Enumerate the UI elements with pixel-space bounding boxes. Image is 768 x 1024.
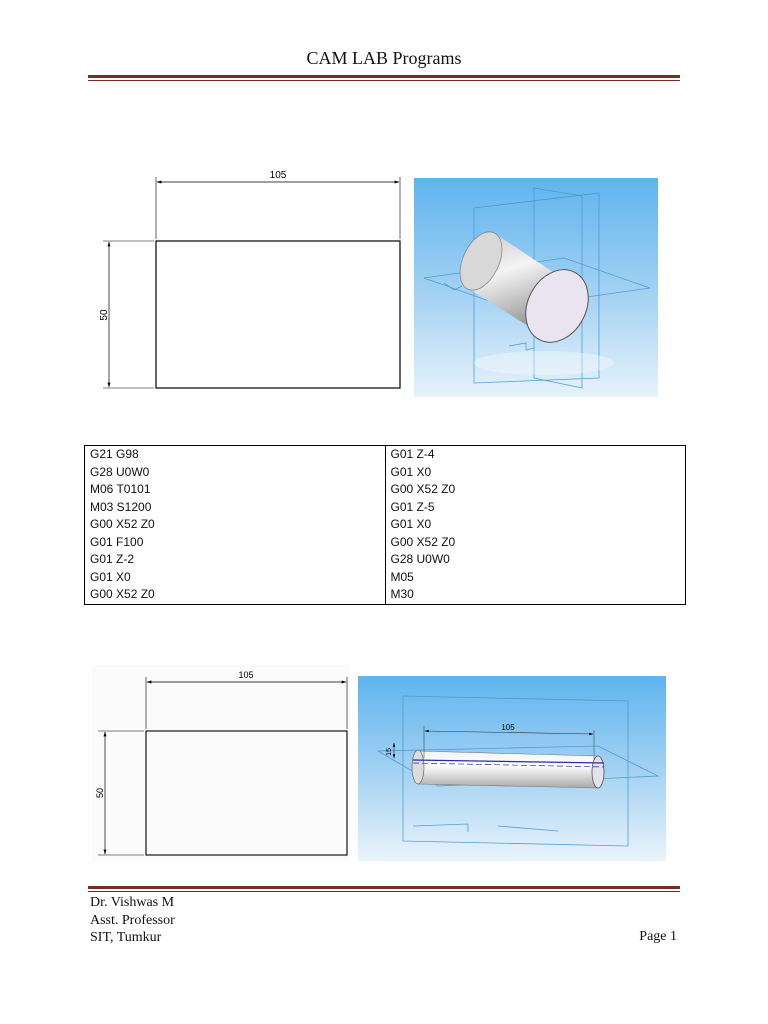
code-line: G01 Z-5 xyxy=(390,499,435,514)
author-designation: Asst. Professor xyxy=(90,912,175,928)
author-institute: SIT, Tumkur xyxy=(90,930,162,945)
code-line: G01 X0 xyxy=(390,517,432,531)
dim-length-label-1: 105 xyxy=(269,170,287,181)
code-line: G00 X52 Z0 xyxy=(90,587,155,601)
program-column-left xyxy=(85,446,386,605)
code-line: G01 Z-2 xyxy=(90,552,135,566)
stock-drawing-1 xyxy=(95,165,405,395)
footer-author-block xyxy=(90,894,175,947)
stock-drawing-2 xyxy=(90,665,352,862)
dim-diameter-label-1: 50 xyxy=(99,309,110,321)
solid-model-render-1 xyxy=(414,178,658,397)
stock-outline-1 xyxy=(156,241,400,388)
header-rule xyxy=(88,75,680,81)
program-column-right xyxy=(385,446,686,605)
code-line: M30 xyxy=(390,587,414,601)
page-header-title: CAM LAB Programs xyxy=(306,48,462,68)
dim-length-label-2: 105 xyxy=(238,670,254,680)
author-name: Dr. Vishwas M xyxy=(90,895,175,910)
solid-model-render-2 xyxy=(358,676,666,861)
footer-rule xyxy=(88,886,680,892)
dim-diameter-label-2: 50 xyxy=(95,787,105,799)
page-number: Page 1 xyxy=(639,929,677,944)
code-line: M06 T0101 xyxy=(90,482,151,496)
code-line: G00 X52 Z0 xyxy=(390,534,456,549)
code-line: M03 S1200 xyxy=(90,499,152,514)
code-line: M05 xyxy=(390,569,414,584)
dim-inner-length-label: 105 xyxy=(501,723,515,732)
cnc-program-table xyxy=(84,445,686,605)
code-line: G28 U0W0 xyxy=(90,464,150,479)
code-line: G01 X0 xyxy=(90,569,131,584)
code-line: G01 X0 xyxy=(390,464,432,479)
code-line: G00 X52 Z0 xyxy=(90,517,155,531)
code-line: G28 U0W0 xyxy=(390,552,450,566)
dim-inner-dia-label: 15 xyxy=(386,748,393,756)
code-line: G21 G98 xyxy=(90,447,139,461)
code-line: G01 F100 xyxy=(90,534,144,549)
code-line: G01 Z-4 xyxy=(390,447,435,461)
code-line: G00 X52 Z0 xyxy=(390,482,456,496)
